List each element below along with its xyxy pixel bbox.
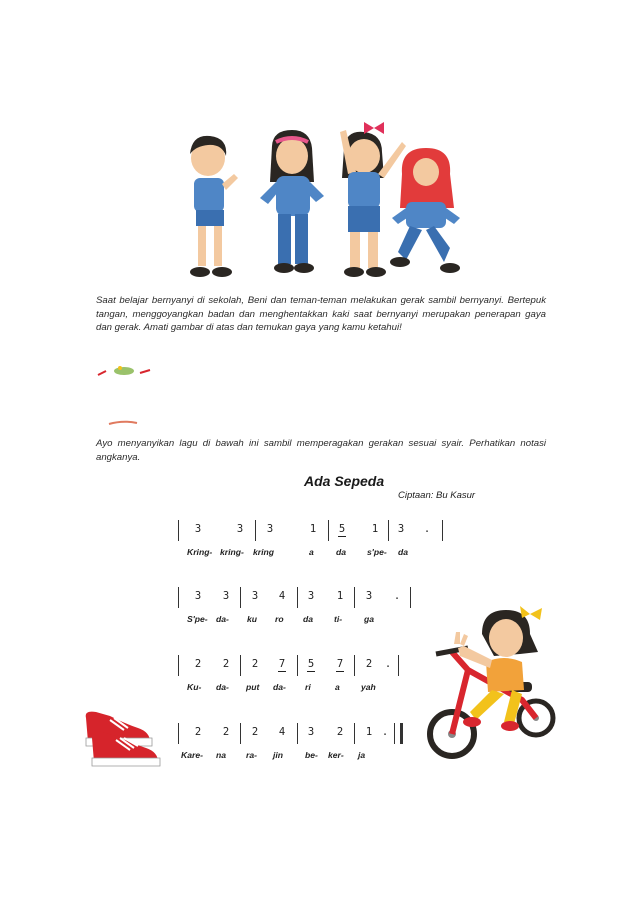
lyric-syllable: da- (273, 682, 286, 692)
note: . (423, 523, 431, 535)
note: 2 (222, 726, 230, 738)
final-double-bar (394, 723, 403, 744)
lyric-syllable: da- (216, 614, 229, 624)
note: 7 (275, 658, 289, 670)
lyric-syllable: da- (216, 682, 229, 692)
note: 2 (194, 726, 202, 738)
note: 2 (336, 726, 344, 738)
song-instruction: Ayo menyanyikan lagu di bawah ini sambil memperagakan gerakan sesuai syair. Perhatikan notasi angkanya. (96, 438, 546, 463)
bar-line (178, 723, 179, 744)
decorative-divider-icon (96, 363, 152, 377)
note: 3 (365, 590, 373, 602)
decorative-stroke-icon (108, 420, 138, 426)
note: 3 (222, 590, 230, 602)
red-sneakers-illustration (80, 708, 162, 770)
bar-line (240, 655, 241, 676)
note: 3 (194, 523, 202, 535)
note: 2 (251, 726, 259, 738)
note: . (384, 658, 392, 670)
intro-paragraph: Saat belajar bernyanyi di sekolah, Beni dan teman-teman melakukan gerak sambil bernyanyi. Bertepuk tangan, menggoyangkan badan dan menghentakkan kaki saat bernyanyi merupakan penerapan gaya dan gerak. Amati gambar di atas dan temukan gaya yang kamu ketahui! (96, 295, 546, 334)
bar-line (240, 723, 241, 744)
note: 2 (222, 658, 230, 670)
bar-line (328, 520, 329, 541)
children-dancing-illustration (178, 112, 468, 288)
lyric-syllable: kring (253, 547, 275, 557)
note: . (381, 726, 389, 738)
kid-arms-up-figure (340, 122, 406, 277)
song-title: Ada Sepeda (304, 473, 385, 489)
note: . (393, 590, 401, 602)
lyric-syllable: kring- (220, 547, 244, 557)
bar-line (178, 655, 179, 676)
note: 5 (304, 658, 318, 670)
note: 5 (335, 523, 349, 535)
note: 7 (333, 658, 347, 670)
bar-line (442, 520, 443, 541)
note: 3 (251, 590, 259, 602)
note: 3 (236, 523, 244, 535)
lyric-syllable: yah (361, 682, 376, 692)
note: 3 (194, 590, 202, 602)
lyric-syllable: jin (273, 750, 284, 760)
lyric-syllable: Kare- (181, 750, 203, 760)
note: 2 (194, 658, 202, 670)
lyric-syllable: S'pe- (187, 614, 208, 624)
bar-line (354, 723, 355, 744)
girl-on-tricycle-illustration (412, 604, 560, 764)
lyric-syllable: be- (305, 750, 318, 760)
bar-line (297, 655, 298, 676)
note: 1 (371, 523, 379, 535)
bar-line (178, 587, 179, 608)
bar-line (240, 587, 241, 608)
note: 2 (365, 658, 373, 670)
kid-clapping-figure (190, 136, 238, 277)
lyric-syllable: da (398, 547, 409, 557)
song-composer: Ciptaan: Bu Kasur (398, 490, 476, 501)
note: 1 (309, 523, 317, 535)
kid-hijab-stomping-figure (390, 148, 460, 273)
lyric-syllable: Kring- (187, 547, 213, 557)
kid-swaying-figure (260, 130, 324, 273)
bar-line (354, 655, 355, 676)
lyric-syllable: da (336, 547, 347, 557)
bar-line (354, 587, 355, 608)
note: 3 (397, 523, 405, 535)
bar-line (297, 587, 298, 608)
bar-line (398, 655, 399, 676)
note: 4 (278, 590, 286, 602)
lyric-syllable: Ku- (187, 682, 202, 692)
bar-line (388, 520, 389, 541)
lyric-syllable: ri (305, 682, 311, 692)
note: 3 (266, 523, 274, 535)
lyric-syllable: ro (275, 614, 284, 624)
lyric-syllable: ga (364, 614, 375, 624)
bar-line (297, 723, 298, 744)
lyric-syllable: put (246, 682, 260, 692)
note: 3 (307, 590, 315, 602)
note: 3 (307, 726, 315, 738)
lyric-syllable: ker- (328, 750, 344, 760)
bar-line (178, 520, 179, 541)
note: 1 (336, 590, 344, 602)
lyric-syllable: a (309, 547, 314, 557)
lyric-syllable: s'pe- (367, 547, 387, 557)
bar-line (255, 520, 256, 541)
note: 4 (278, 726, 286, 738)
note: 1 (365, 726, 373, 738)
note: 2 (251, 658, 259, 670)
lyric-syllable: ra- (246, 750, 257, 760)
lyric-syllable: a (335, 682, 340, 692)
lyric-syllable: ku (247, 614, 258, 624)
lyric-syllable: ja (358, 750, 366, 760)
lyric-syllable: na (216, 750, 227, 760)
lyric-syllable: ti- (334, 614, 343, 624)
lyric-syllable: da (303, 614, 314, 624)
notation-line-1 (178, 520, 478, 570)
